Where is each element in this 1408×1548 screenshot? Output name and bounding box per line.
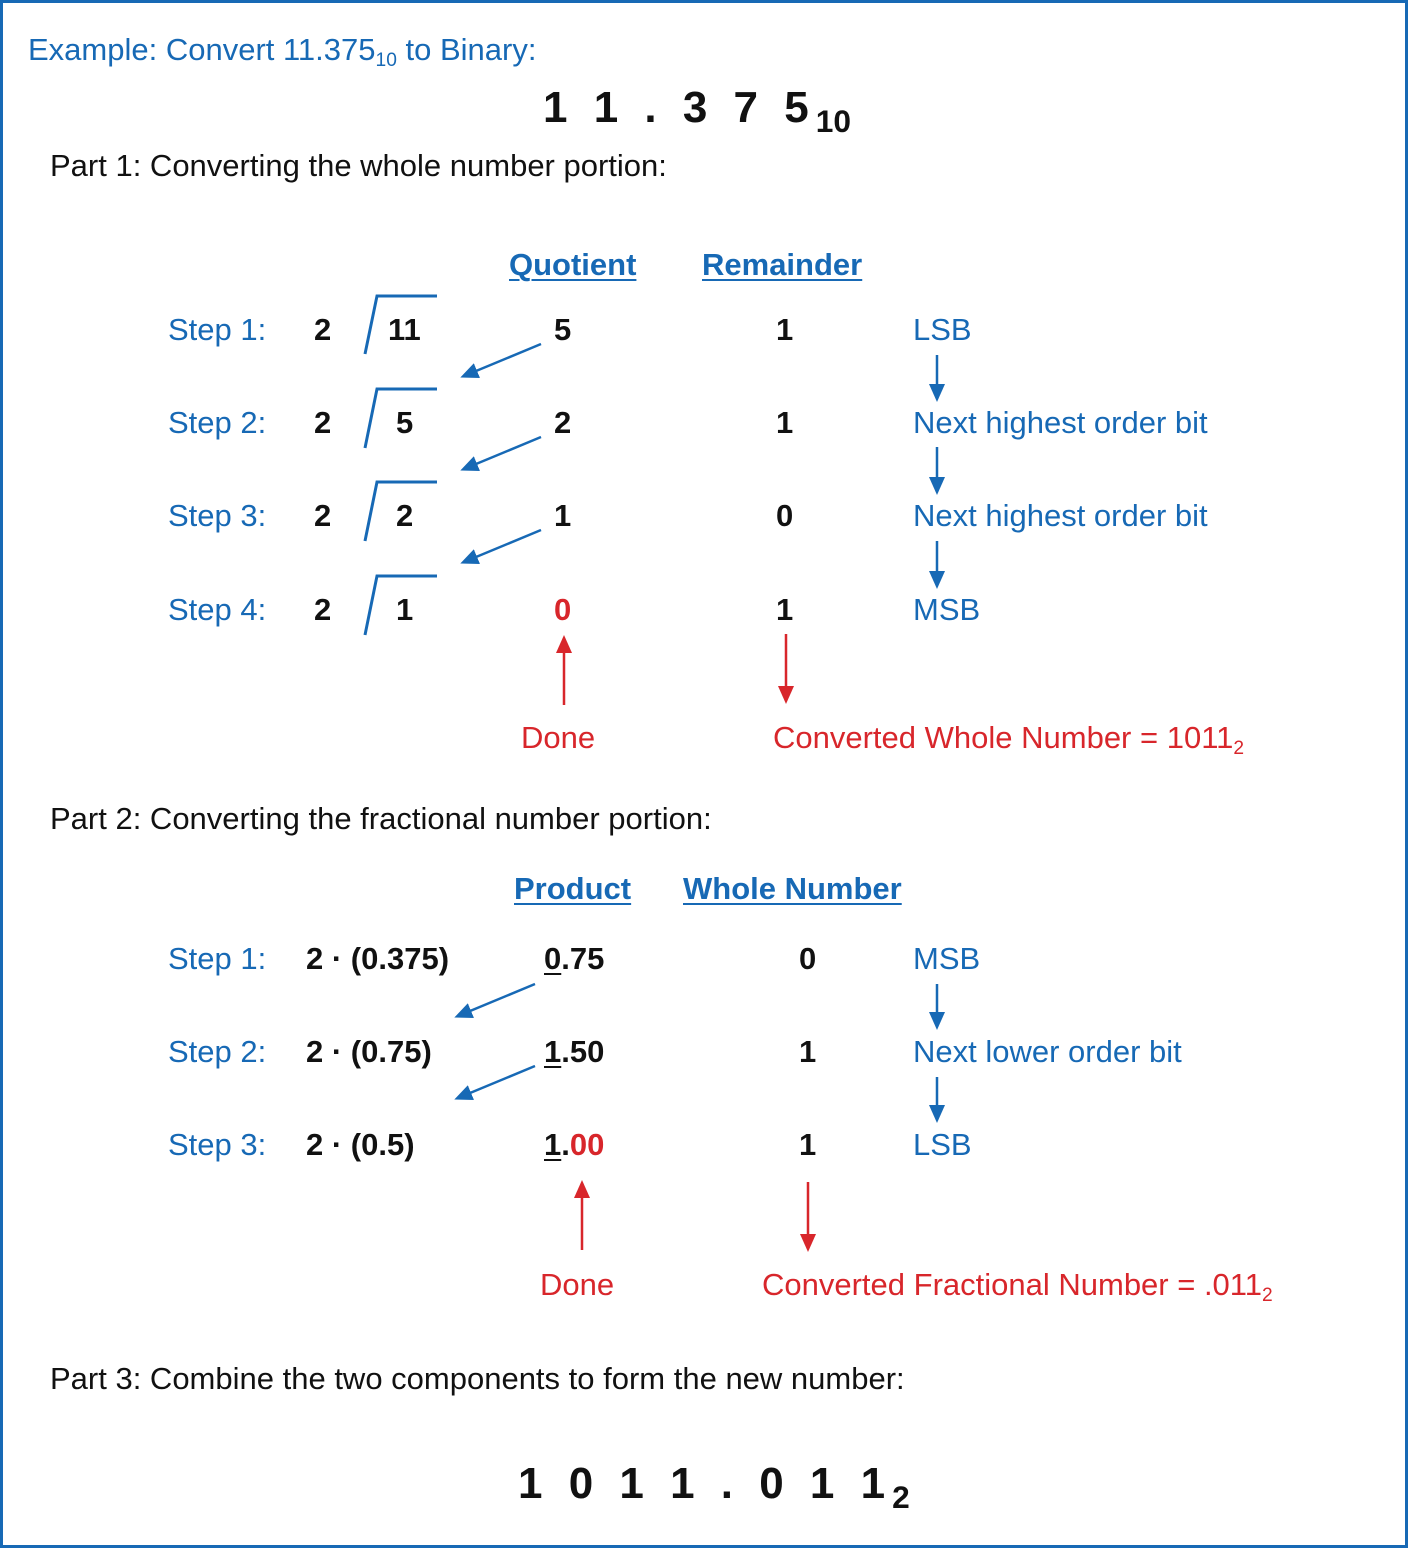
division-bracket-1 bbox=[365, 296, 437, 354]
p1-result: Converted Whole Number = $1011_2$ bbox=[773, 720, 1245, 760]
p2-step3-expression: 2 · (0.5) bbox=[306, 1127, 415, 1162]
division-bracket-2 bbox=[365, 389, 437, 448]
p1-step4-quotient: 0 bbox=[554, 592, 572, 627]
p2-done-label: Done bbox=[540, 1267, 615, 1302]
product-to-expression-arrow-2 bbox=[458, 1066, 535, 1098]
p1-step2-label: Step 2: bbox=[168, 405, 267, 440]
p2-result: Converted Fractional Number = $.011_2$ bbox=[762, 1267, 1273, 1307]
p1-done-label: Done bbox=[521, 720, 596, 755]
product-to-expression-arrow-1 bbox=[458, 984, 535, 1016]
quotient-to-dividend-arrow-2 bbox=[464, 437, 541, 469]
p2-step1-product: 0.75 bbox=[544, 941, 605, 976]
p1-step2-divisor: 2 bbox=[314, 405, 332, 440]
p1-step2-dividend: 5 bbox=[396, 405, 414, 440]
p2-step2-whole: 1 bbox=[799, 1034, 817, 1069]
p1-step3-remainder: 0 bbox=[776, 498, 794, 533]
division-bracket-3 bbox=[365, 482, 437, 541]
decimal-number: 1 1 . 3 7 $5_{10}$ bbox=[543, 83, 851, 140]
p1-step2-note: Next highest order bit bbox=[913, 405, 1208, 440]
p1-step4-dividend: 1 bbox=[396, 592, 414, 627]
p1-step3-dividend: 2 bbox=[396, 498, 414, 533]
p1-step1-label: Step 1: bbox=[168, 312, 267, 347]
p2-step3-whole: 1 bbox=[799, 1127, 817, 1162]
p1-step3-quotient: 1 bbox=[554, 498, 572, 533]
p2-step1-label: Step 1: bbox=[168, 941, 267, 976]
p1-step3-divisor: 2 bbox=[314, 498, 332, 533]
quotient-to-dividend-arrow-3 bbox=[464, 530, 541, 562]
part3-title: Part 3: Combine the two components to form the new number: bbox=[50, 1361, 905, 1396]
p2-step3-note: LSB bbox=[913, 1127, 972, 1162]
p1-step2-remainder: 1 bbox=[776, 405, 794, 440]
p2-step3-product: 1.00 bbox=[544, 1127, 605, 1162]
p1-step3-label: Step 3: bbox=[168, 498, 267, 533]
part1-title: Part 1: Converting the whole number portion: bbox=[50, 148, 667, 183]
p1-step3-note: Next highest order bit bbox=[913, 498, 1208, 533]
p1-step1-quotient: 5 bbox=[554, 312, 572, 347]
p1-step4-note: MSB bbox=[913, 592, 981, 627]
division-bracket-4 bbox=[365, 576, 437, 635]
p2-step1-whole: 0 bbox=[799, 941, 817, 976]
p2-step3-label: Step 3: bbox=[168, 1127, 267, 1162]
remainder-header: Remainder bbox=[702, 247, 863, 282]
p1-step1-remainder: 1 bbox=[776, 312, 794, 347]
p2-step2-expression: 2 · (0.75) bbox=[306, 1034, 432, 1069]
p2-step1-expression: 2 · (0.375) bbox=[306, 941, 450, 976]
example-title: Example: Convert $11.375_{10}$ to Binary: bbox=[28, 32, 537, 72]
whole-number-header: Whole Number bbox=[683, 871, 902, 906]
p2-step2-product: 1.50 bbox=[544, 1034, 605, 1069]
product-header: Product bbox=[514, 871, 632, 906]
quotient-header: Quotient bbox=[509, 247, 637, 282]
binary-answer: 1 0 1 1 . 0 1 $1_2$ bbox=[518, 1459, 910, 1516]
part2-title: Part 2: Converting the fractional number portion: bbox=[50, 801, 712, 836]
quotient-to-dividend-arrow-1 bbox=[464, 344, 541, 376]
p1-step1-divisor: 2 bbox=[314, 312, 332, 347]
p2-step2-label: Step 2: bbox=[168, 1034, 267, 1069]
p1-step1-note: LSB bbox=[913, 312, 972, 347]
p1-step4-remainder: 1 bbox=[776, 592, 794, 627]
p1-step4-divisor: 2 bbox=[314, 592, 332, 627]
p1-step4-label: Step 4: bbox=[168, 592, 267, 627]
p1-step1-dividend: 11 bbox=[388, 312, 421, 347]
p1-step2-quotient: 2 bbox=[554, 405, 572, 440]
p2-step2-note: Next lower order bit bbox=[913, 1034, 1182, 1069]
p2-step1-note: MSB bbox=[913, 941, 981, 976]
